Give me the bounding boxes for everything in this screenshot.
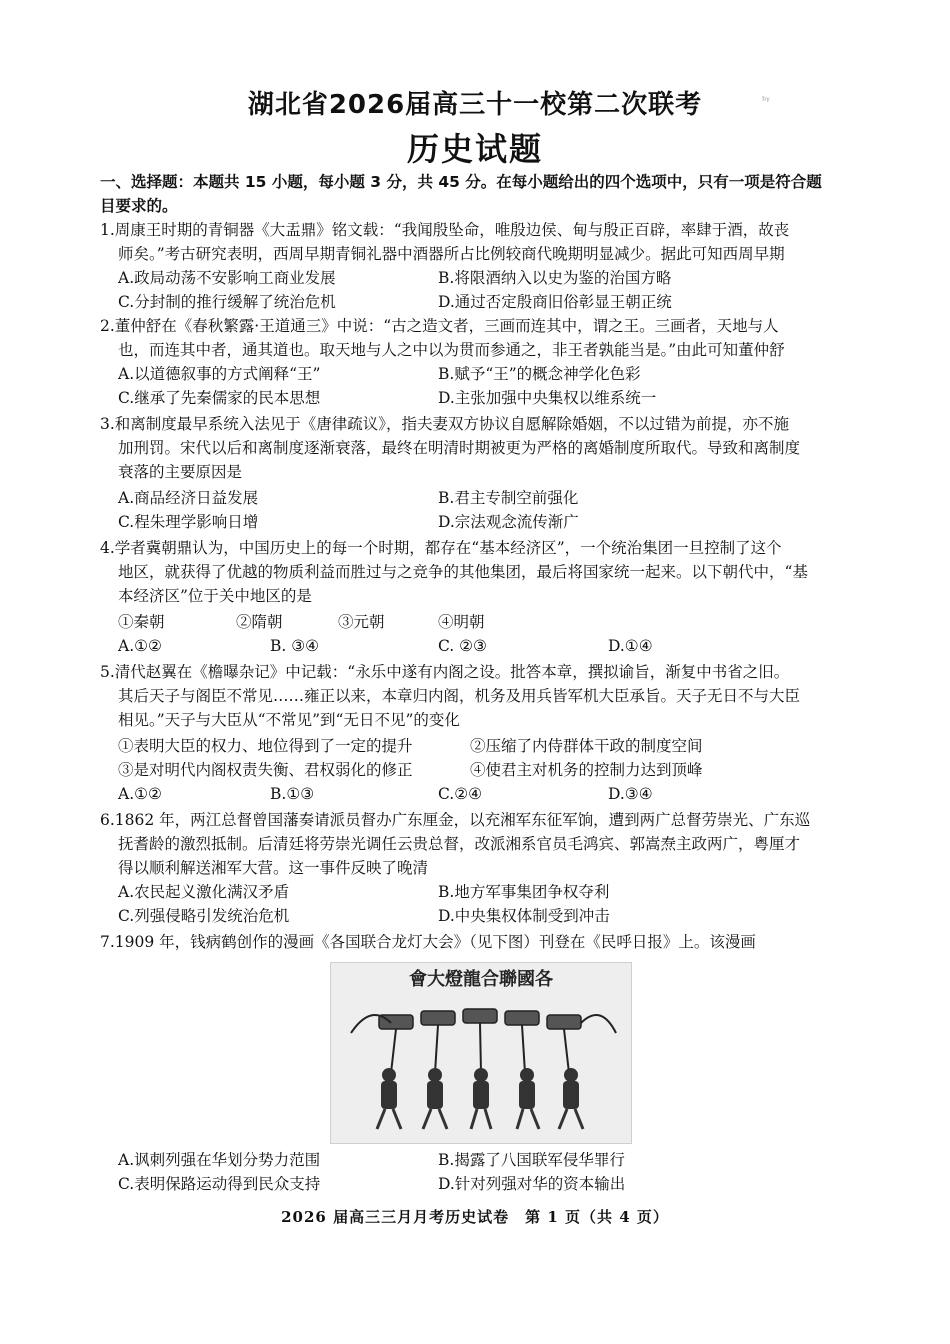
q5-option-d[interactable]: D.③④: [608, 785, 653, 803]
q1-option-c[interactable]: C.分封制的推行缓解了统治危机: [118, 293, 336, 311]
q7-stem-line1: 7.1909 年，钱病鹤创作的漫画《各国联合龙灯大会》（见下图）刊登在《民呼日报》上。该漫画: [100, 933, 756, 951]
cartoon-caption: 會大燈龍合聯國各: [409, 969, 553, 990]
q5-option-b[interactable]: B.①③: [270, 785, 315, 803]
q4-option-d[interactable]: D.①④: [608, 637, 653, 655]
q2-option-d[interactable]: D.主张加强中央集权以维系统一: [438, 389, 657, 407]
q2-option-a[interactable]: A.以道德叙事的方式阐释“王”: [118, 365, 321, 383]
q5-option-c[interactable]: C.②④: [438, 785, 483, 803]
q1-option-d[interactable]: D.通过否定殷商旧俗彰显王朝正统: [438, 293, 672, 311]
q1-option-a[interactable]: A.政局动荡不安影响工商业发展: [118, 269, 336, 287]
q3-stem-line1: 3.和离制度最早系统入法见于《唐律疏议》，指夫妻双方协议自愿解除婚姻，不以过错为前提，亦不施: [100, 415, 790, 433]
q3-option-c[interactable]: C.程朱理学影响日增: [118, 513, 259, 531]
q5-option-a[interactable]: A.①②: [118, 785, 162, 803]
q5-item-4: ④使君主对机务的控制力达到顶峰: [470, 761, 703, 779]
q4-item-4: ④明朝: [438, 613, 485, 631]
q5-item-2: ②压缩了内侍群体干政的制度空间: [470, 737, 703, 755]
q2-option-c[interactable]: C.继承了先秦儒家的民本思想: [118, 389, 321, 407]
q3-stem-line3: 衰落的主要原因是: [118, 463, 243, 481]
q3-option-b[interactable]: B.君主专制空前强化: [438, 489, 579, 507]
q7-option-d[interactable]: D.针对列强对华的资本输出: [438, 1175, 626, 1193]
q6-option-d[interactable]: D.中央集权体制受到冲击: [438, 907, 610, 925]
exam-title: 湖北省2026届高三十一校第二次联考: [247, 90, 703, 120]
q2-stem-line2: 也，而连其中者，通其道也。取天地与人之中以为贯而参通之，非王者孰能当是。”由此可知董仲舒: [118, 341, 785, 359]
q1-stem-line1: 1.周康王时期的青铜器《大盂鼎》铭文载：“我闻殷坠命，唯殷边侯、甸与殷正百辟，率肆于酒，故丧: [100, 221, 790, 239]
q1-stem-line2: 师矣。”考古研究表明，西周早期青铜礼器中酒器所占比例较商代晚期明显减少。据此可知西周早期: [118, 245, 785, 263]
q4-stem-line2: 地区，就获得了优越的物质利益而胜过与之竞争的其他集团，最后将国家统一起来。以下朝代中，“基: [118, 563, 808, 581]
q7-option-a[interactable]: A.讽刺列强在华划分势力范围: [118, 1151, 321, 1169]
corner-mark: ᵇᵞ: [762, 96, 770, 107]
q2-option-b[interactable]: B.赋予“王”的概念神学化色彩: [438, 365, 641, 383]
q4-stem-line1: 4.学者冀朝鼎认为，中国历史上的每一个时期，都存在“基本经济区”，一个统治集团一旦控制了这个: [100, 539, 782, 557]
q6-option-c[interactable]: C.列强侵略引发统治危机: [118, 907, 290, 925]
q5-stem-line2: 其后天子与阁臣不常见……雍正以来，本章归内阁，机务及用兵皆军机大臣承旨。天子无日不与大臣: [118, 687, 801, 705]
q7-option-b[interactable]: B.揭露了八国联军侵华罪行: [438, 1151, 625, 1169]
q6-stem-line2: 抚耆龄的激烈抵制。后清廷将劳崇光调任云贵总督，改派湘系官员毛鸿宾、郭嵩焘主政两广，粤厘才: [118, 835, 801, 853]
subject-title: 历史试题: [406, 130, 543, 168]
q1-option-b[interactable]: B.将限酒纳入以史为鉴的治国方略: [438, 269, 672, 287]
q6-stem-line1: 6.1862 年，两江总督曾国藩奏请派员督办广东厘金，以充湘军东征军饷，遭到两广总督劳崇光、广东巡: [100, 811, 811, 829]
cartoon-illustration: [331, 963, 631, 1143]
q4-item-1: ①秦朝: [118, 613, 165, 631]
q7-option-c[interactable]: C.表明保路运动得到民众支持: [118, 1175, 321, 1193]
q6-stem-line3: 得以顺利解送湘军大营。这一事件反映了晚清: [118, 859, 429, 877]
q5-item-3: ③是对明代内阁权责失衡、君权弱化的修正: [118, 761, 413, 779]
page-footer: 2026 届高三三月月考历史试卷 第 1 页（共 4 页）: [281, 1208, 669, 1226]
q2-stem-line1: 2.董仲舒在《春秋繁露·王道通三》中说：“古之造文者，三画而连其中，谓之王。三画者，天地与人: [100, 317, 779, 335]
q5-stem-line3: 相见。”天子与大臣从“不常见”到“无日不见”的变化: [118, 711, 460, 729]
q5-stem-line1: 5.清代赵翼在《檐曝杂记》中记载：“永乐中遂有内阁之设。批答本章，撰拟谕旨，渐复中书省之旧。: [100, 663, 790, 681]
q4-stem-line3: 本经济区”位于关中地区的是: [118, 587, 312, 605]
q3-option-a[interactable]: A.商品经济日益发展: [118, 489, 259, 507]
section-instruction-line2: 目要求的。: [100, 197, 178, 215]
q4-option-b[interactable]: B. ③④: [270, 637, 320, 655]
q6-option-b[interactable]: B.地方军事集团争权夺利: [438, 883, 610, 901]
cartoon-image: [330, 962, 632, 1144]
q3-stem-line2: 加刑罚。宋代以后和离制度逐渐衰落，最终在明清时期被更为严格的离婚制度所取代。导致和离制度: [118, 439, 801, 457]
q4-item-3: ③元朝: [338, 613, 385, 631]
q4-option-a[interactable]: A.①②: [118, 637, 162, 655]
q3-option-d[interactable]: D.宗法观念流传渐广: [438, 513, 579, 531]
section-instruction-line1: 一、选择题：本题共 15 小题，每小题 3 分，共 45 分。在每小题给出的四个选项中，只有一项是符合题: [100, 173, 822, 191]
q6-option-a[interactable]: A.农民起义激化满汉矛盾: [118, 883, 290, 901]
q4-item-2: ②隋朝: [236, 613, 283, 631]
q5-item-1: ①表明大臣的权力、地位得到了一定的提升: [118, 737, 413, 755]
q4-option-c[interactable]: C. ②③: [438, 637, 487, 655]
